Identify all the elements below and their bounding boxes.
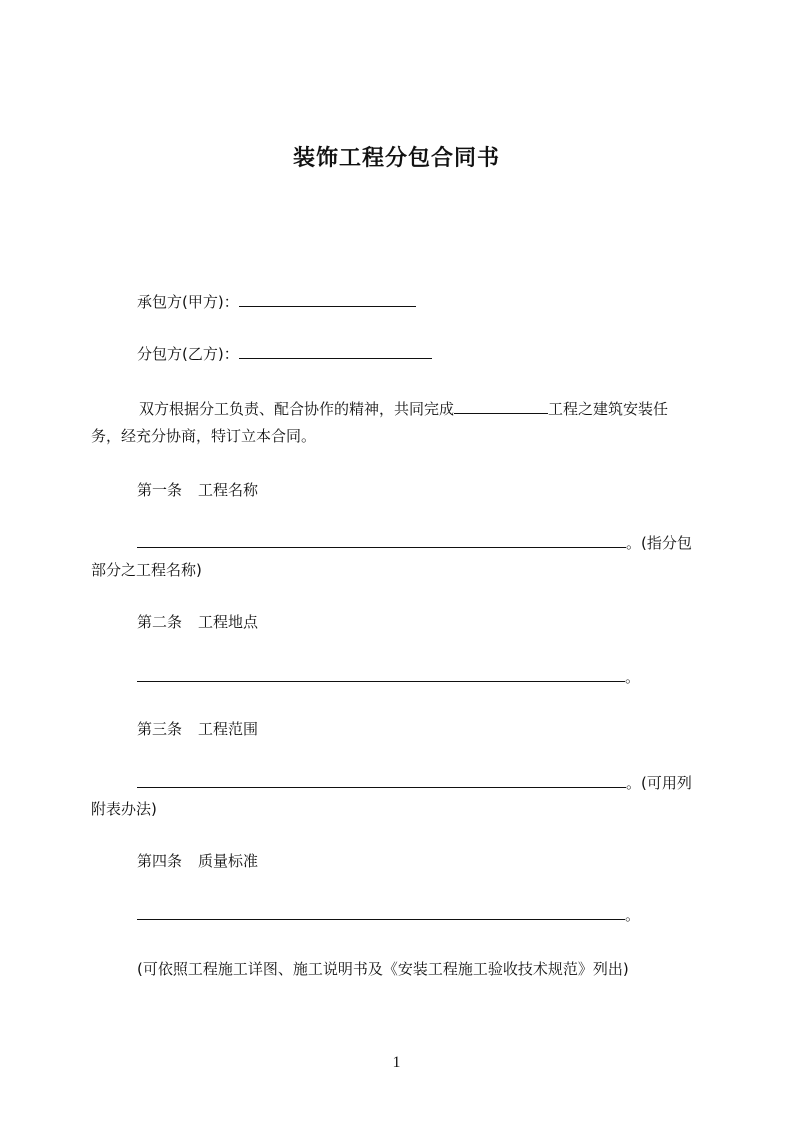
article-2-body: [137, 667, 640, 687]
article-3-continuation: 附表办法): [91, 800, 157, 818]
intro-text-2: 工程之建筑安装任: [548, 400, 669, 418]
article-1-blank-b[interactable]: [330, 533, 626, 548]
intro-line-2: 务，经充分协商，特订立本合同。: [91, 427, 317, 445]
article-4-suffix: 。: [625, 906, 641, 924]
party-b-blank[interactable]: [239, 344, 432, 359]
article-1-heading: [137, 480, 258, 500]
page-number: 1: [392, 1054, 401, 1071]
project-name-blank[interactable]: [454, 399, 548, 414]
standards-note: (可依照工程施工详图、施工说明书及《安装工程施工验收技术规范》列出): [137, 960, 629, 978]
article-3-number: 第三条: [137, 720, 183, 738]
article-4-blank[interactable]: [137, 905, 625, 920]
party-b-label: 分包方(乙方)：: [137, 345, 239, 363]
article-3-title: 工程范围: [198, 720, 259, 738]
article-1-title: 工程名称: [198, 481, 259, 499]
article-1-blank-a[interactable]: [137, 533, 330, 548]
intro-line-1: [139, 399, 668, 419]
party-a-line: [137, 292, 416, 312]
article-3-blank-a[interactable]: [137, 773, 330, 788]
article-2-heading: [137, 612, 258, 632]
article-2-blank[interactable]: [137, 667, 625, 682]
article-2-title: 工程地点: [198, 613, 259, 631]
document-title: 装饰工程分包合同书: [292, 146, 500, 171]
article-1-number: 第一条: [137, 481, 183, 499]
article-4-title: 质量标准: [198, 852, 259, 870]
article-3-blank-b[interactable]: [330, 773, 626, 788]
party-a-blank[interactable]: [239, 292, 416, 307]
article-2-suffix: 。: [625, 668, 641, 686]
article-3-body: [137, 773, 692, 793]
article-2-number: 第二条: [137, 613, 183, 631]
article-1-suffix: 。(指分包: [626, 534, 692, 552]
article-1-continuation: 部分之工程名称): [91, 561, 202, 579]
article-3-suffix: 。(可用列: [626, 774, 692, 792]
article-3-heading: [137, 719, 258, 739]
article-4-body: [137, 905, 640, 925]
article-1-body: [137, 533, 692, 553]
party-a-label: 承包方(甲方)：: [137, 293, 239, 311]
intro-text-1: 双方根据分工负责、配合协作的精神，共同完成: [139, 400, 455, 418]
article-4-heading: [137, 851, 258, 871]
party-b-line: [137, 344, 432, 364]
article-4-number: 第四条: [137, 852, 183, 870]
